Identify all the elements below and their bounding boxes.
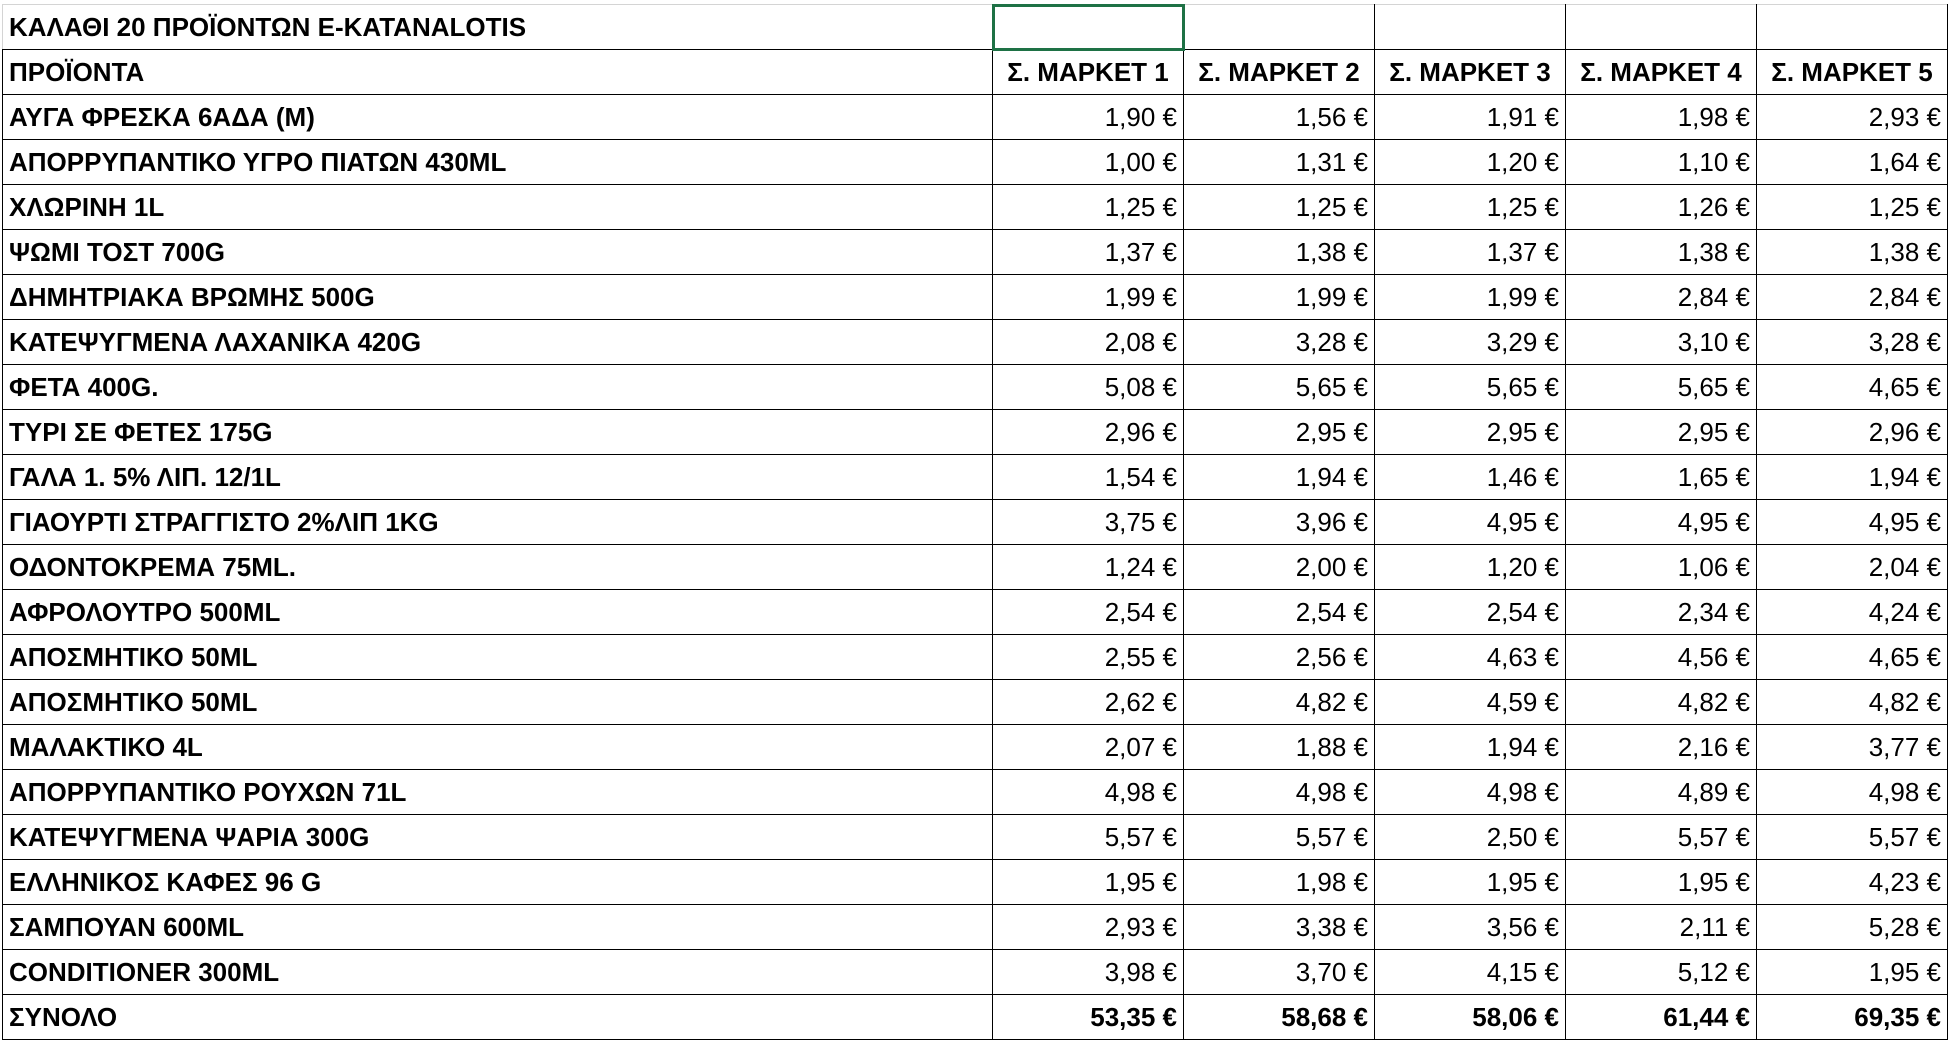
empty-cell[interactable] — [1184, 5, 1375, 50]
products-header-cell[interactable]: ΠΡΟΪΟΝΤΑ — [3, 50, 993, 95]
price-cell-market-1[interactable]: 2,08 € — [993, 320, 1184, 365]
price-cell-market-2[interactable]: 1,88 € — [1184, 725, 1375, 770]
price-cell-market-2[interactable]: 2,56 € — [1184, 635, 1375, 680]
price-cell-market-4[interactable]: 1,65 € — [1566, 455, 1757, 500]
empty-cell[interactable] — [1566, 5, 1757, 50]
price-cell-market-3[interactable]: 2,95 € — [1375, 410, 1566, 455]
price-cell-market-2[interactable]: 1,56 € — [1184, 95, 1375, 140]
price-cell-market-1[interactable]: 4,98 € — [993, 770, 1184, 815]
market-2-header-cell[interactable]: Σ. ΜΑΡΚΕΤ 2 — [1184, 50, 1375, 95]
price-cell-market-3[interactable]: 2,54 € — [1375, 590, 1566, 635]
price-cell-market-1[interactable]: 1,24 € — [993, 545, 1184, 590]
price-cell-market-1[interactable]: 2,55 € — [993, 635, 1184, 680]
price-cell-market-2[interactable]: 1,38 € — [1184, 230, 1375, 275]
price-cell-market-4[interactable]: 1,26 € — [1566, 185, 1757, 230]
price-cell-market-2[interactable]: 1,98 € — [1184, 860, 1375, 905]
price-cell-market-3[interactable]: 5,65 € — [1375, 365, 1566, 410]
table-row — [3, 320, 1948, 365]
price-cell-market-1[interactable]: 5,57 € — [993, 815, 1184, 860]
price-cell-market-4[interactable]: 1,98 € — [1566, 95, 1757, 140]
price-cell-market-4[interactable]: 5,65 € — [1566, 365, 1757, 410]
product-name-cell[interactable]: ΔΗΜΗΤΡΙΑΚΑ ΒΡΩΜΗΣ 500G — [3, 275, 993, 320]
price-cell-market-5[interactable]: 4,98 € — [1757, 770, 1948, 815]
price-cell-market-3[interactable]: 4,95 € — [1375, 500, 1566, 545]
price-cell-market-1[interactable]: 2,07 € — [993, 725, 1184, 770]
price-cell-market-3[interactable]: 4,98 € — [1375, 770, 1566, 815]
price-cell-market-4[interactable]: 4,56 € — [1566, 635, 1757, 680]
price-cell-market-2[interactable]: 4,98 € — [1184, 770, 1375, 815]
product-name-cell[interactable]: ΜΑΛΑΚΤΙΚΟ 4L — [3, 725, 993, 770]
price-cell-market-4[interactable]: 2,16 € — [1566, 725, 1757, 770]
product-name-cell[interactable]: ΦΕΤΑ 400G. — [3, 365, 993, 410]
table-row — [3, 500, 1948, 545]
empty-cell-active[interactable] — [993, 5, 1184, 50]
table-row — [3, 950, 1948, 995]
product-name-cell[interactable]: ΓΙΑΟΥΡΤΙ ΣΤΡΑΓΓΙΣΤΟ 2%ΛΙΠ 1KG — [3, 500, 993, 545]
product-name-cell[interactable]: ΕΛΛΗΝΙΚΟΣ ΚΑΦΕΣ 96 G — [3, 860, 993, 905]
total-cell-market-5[interactable]: 69,35 € — [1757, 995, 1948, 1040]
price-cell-market-4[interactable]: 4,89 € — [1566, 770, 1757, 815]
price-cell-market-1[interactable]: 1,54 € — [993, 455, 1184, 500]
price-cell-market-2[interactable]: 5,57 € — [1184, 815, 1375, 860]
price-cell-market-4[interactable]: 1,95 € — [1566, 860, 1757, 905]
price-cell-market-2[interactable]: 2,00 € — [1184, 545, 1375, 590]
price-cell-market-4[interactable]: 1,10 € — [1566, 140, 1757, 185]
price-cell-market-4[interactable]: 5,12 € — [1566, 950, 1757, 995]
price-cell-market-5[interactable]: 1,38 € — [1757, 230, 1948, 275]
price-cell-market-4[interactable]: 2,84 € — [1566, 275, 1757, 320]
price-cell-market-5[interactable]: 4,65 € — [1757, 635, 1948, 680]
spreadsheet-table — [2, 4, 1948, 1040]
sheet-title-cell[interactable]: ΚΑΛΑΘΙ 20 ΠΡΟΪΟΝΤΩΝ E-KATANALOTIS — [3, 5, 993, 50]
product-name-cell[interactable]: ΑΠΟΡΡΥΠΑΝΤΙΚΟ ΡΟΥΧΩΝ 71L — [3, 770, 993, 815]
total-cell-market-4[interactable]: 61,44 € — [1566, 995, 1757, 1040]
table-row — [3, 725, 1948, 770]
product-name-cell[interactable]: ΚΑΤΕΨΥΓΜΕΝΑ ΛΑΧΑΝΙΚΑ 420G — [3, 320, 993, 365]
table-row — [3, 275, 1948, 320]
price-cell-market-4[interactable]: 2,34 € — [1566, 590, 1757, 635]
price-cell-market-5[interactable]: 3,77 € — [1757, 725, 1948, 770]
price-cell-market-5[interactable]: 4,65 € — [1757, 365, 1948, 410]
price-cell-market-5[interactable]: 4,23 € — [1757, 860, 1948, 905]
empty-cell[interactable] — [1757, 5, 1948, 50]
table-row — [3, 590, 1948, 635]
price-cell-market-5[interactable]: 2,96 € — [1757, 410, 1948, 455]
table-row — [3, 95, 1948, 140]
price-cell-market-5[interactable]: 4,95 € — [1757, 500, 1948, 545]
product-name-cell[interactable]: CONDITIONER 300ML — [3, 950, 993, 995]
price-cell-market-2[interactable]: 1,94 € — [1184, 455, 1375, 500]
price-cell-market-2[interactable]: 3,70 € — [1184, 950, 1375, 995]
price-cell-market-2[interactable]: 1,25 € — [1184, 185, 1375, 230]
price-cell-market-5[interactable]: 1,64 € — [1757, 140, 1948, 185]
table-row — [3, 545, 1948, 590]
product-name-cell[interactable]: ΓΑΛΑ 1. 5% ΛΙΠ. 12/1L — [3, 455, 993, 500]
header-row — [3, 50, 1948, 95]
market-5-header-cell[interactable]: Σ. ΜΑΡΚΕΤ 5 — [1757, 50, 1948, 95]
price-cell-market-5[interactable]: 2,84 € — [1757, 275, 1948, 320]
price-cell-market-5[interactable]: 1,94 € — [1757, 455, 1948, 500]
price-cell-market-3[interactable]: 1,95 € — [1375, 860, 1566, 905]
product-name-cell[interactable]: ΑΠΟΡΡΥΠΑΝΤΙΚΟ ΥΓΡΟ ΠΙΑΤΩΝ 430ML — [3, 140, 993, 185]
product-name-cell[interactable]: ΤΥΡΙ ΣΕ ΦΕΤΕΣ 175G — [3, 410, 993, 455]
total-cell-market-2[interactable]: 58,68 € — [1184, 995, 1375, 1040]
product-name-cell[interactable]: ΚΑΤΕΨΥΓΜΕΝΑ ΨΑΡΙΑ 300G — [3, 815, 993, 860]
table-row — [3, 140, 1948, 185]
product-name-cell[interactable]: ΧΛΩΡΙΝΗ 1L — [3, 185, 993, 230]
price-cell-market-3[interactable]: 4,63 € — [1375, 635, 1566, 680]
price-cell-market-2[interactable]: 3,28 € — [1184, 320, 1375, 365]
price-cell-market-5[interactable]: 2,93 € — [1757, 95, 1948, 140]
product-name-cell[interactable]: ΑΥΓΑ ΦΡΕΣΚΑ 6ΑΔΑ (M) — [3, 95, 993, 140]
price-cell-market-5[interactable]: 1,25 € — [1757, 185, 1948, 230]
price-cell-market-3[interactable]: 4,59 € — [1375, 680, 1566, 725]
price-cell-market-5[interactable]: 5,28 € — [1757, 905, 1948, 950]
price-cell-market-3[interactable]: 1,46 € — [1375, 455, 1566, 500]
price-cell-market-4[interactable]: 3,10 € — [1566, 320, 1757, 365]
market-4-header-cell[interactable]: Σ. ΜΑΡΚΕΤ 4 — [1566, 50, 1757, 95]
empty-cell[interactable] — [1375, 5, 1566, 50]
total-cell-market-3[interactable]: 58,06 € — [1375, 995, 1566, 1040]
price-cell-market-5[interactable]: 3,28 € — [1757, 320, 1948, 365]
price-cell-market-1[interactable]: 2,62 € — [993, 680, 1184, 725]
spreadsheet-body — [3, 5, 1948, 1040]
price-cell-market-4[interactable]: 4,82 € — [1566, 680, 1757, 725]
product-name-cell[interactable]: ΑΠΟΣΜΗΤΙΚΟ 50ML — [3, 680, 993, 725]
price-cell-market-3[interactable]: 4,15 € — [1375, 950, 1566, 995]
price-cell-market-1[interactable]: 1,25 € — [993, 185, 1184, 230]
price-cell-market-3[interactable]: 1,20 € — [1375, 545, 1566, 590]
price-cell-market-1[interactable]: 1,37 € — [993, 230, 1184, 275]
total-label-cell[interactable]: ΣΥΝΟΛΟ — [3, 995, 993, 1040]
product-name-cell[interactable]: ΣΑΜΠΟΥΑΝ 600ML — [3, 905, 993, 950]
table-row — [3, 770, 1948, 815]
price-cell-market-2[interactable]: 3,96 € — [1184, 500, 1375, 545]
table-row — [3, 365, 1948, 410]
price-cell-market-2[interactable]: 5,65 € — [1184, 365, 1375, 410]
price-cell-market-1[interactable]: 5,08 € — [993, 365, 1184, 410]
price-cell-market-3[interactable]: 3,29 € — [1375, 320, 1566, 365]
total-row — [3, 995, 1948, 1040]
product-name-cell[interactable]: ΑΦΡΟΛΟΥΤΡΟ 500ML — [3, 590, 993, 635]
total-cell-market-1[interactable]: 53,35 € — [993, 995, 1184, 1040]
price-cell-market-3[interactable]: 1,37 € — [1375, 230, 1566, 275]
price-cell-market-1[interactable]: 1,00 € — [993, 140, 1184, 185]
price-cell-market-1[interactable]: 2,54 € — [993, 590, 1184, 635]
product-name-cell[interactable]: ΨΩΜΙ ΤΟΣΤ 700G — [3, 230, 993, 275]
title-row — [3, 5, 1948, 50]
price-cell-market-1[interactable]: 3,98 € — [993, 950, 1184, 995]
price-cell-market-1[interactable]: 2,93 € — [993, 905, 1184, 950]
price-cell-market-5[interactable]: 5,57 € — [1757, 815, 1948, 860]
price-cell-market-2[interactable]: 1,99 € — [1184, 275, 1375, 320]
price-cell-market-2[interactable]: 3,38 € — [1184, 905, 1375, 950]
table-row — [3, 635, 1948, 680]
price-cell-market-2[interactable]: 1,31 € — [1184, 140, 1375, 185]
price-cell-market-4[interactable]: 1,06 € — [1566, 545, 1757, 590]
product-name-cell[interactable]: ΟΔΟΝΤΟΚΡΕΜΑ 75ML. — [3, 545, 993, 590]
market-1-header-cell[interactable]: Σ. ΜΑΡΚΕΤ 1 — [993, 50, 1184, 95]
price-cell-market-4[interactable]: 2,95 € — [1566, 410, 1757, 455]
price-cell-market-5[interactable]: 2,04 € — [1757, 545, 1948, 590]
price-cell-market-2[interactable]: 2,95 € — [1184, 410, 1375, 455]
price-cell-market-4[interactable]: 5,57 € — [1566, 815, 1757, 860]
table-row — [3, 860, 1948, 905]
price-cell-market-4[interactable]: 4,95 € — [1566, 500, 1757, 545]
price-cell-market-4[interactable]: 2,11 € — [1566, 905, 1757, 950]
price-cell-market-5[interactable]: 1,95 € — [1757, 950, 1948, 995]
product-name-cell[interactable]: ΑΠΟΣΜΗΤΙΚΟ 50ML — [3, 635, 993, 680]
price-cell-market-1[interactable]: 2,96 € — [993, 410, 1184, 455]
table-row — [3, 410, 1948, 455]
price-cell-market-3[interactable]: 1,94 € — [1375, 725, 1566, 770]
price-cell-market-3[interactable]: 3,56 € — [1375, 905, 1566, 950]
table-row — [3, 815, 1948, 860]
price-cell-market-5[interactable]: 4,82 € — [1757, 680, 1948, 725]
price-cell-market-3[interactable]: 1,25 € — [1375, 185, 1566, 230]
price-cell-market-3[interactable]: 2,50 € — [1375, 815, 1566, 860]
market-3-header-cell[interactable]: Σ. ΜΑΡΚΕΤ 3 — [1375, 50, 1566, 95]
price-cell-market-3[interactable]: 1,91 € — [1375, 95, 1566, 140]
price-cell-market-1[interactable]: 1,90 € — [993, 95, 1184, 140]
price-cell-market-4[interactable]: 1,38 € — [1566, 230, 1757, 275]
price-cell-market-2[interactable]: 2,54 € — [1184, 590, 1375, 635]
price-cell-market-3[interactable]: 1,99 € — [1375, 275, 1566, 320]
price-cell-market-1[interactable]: 3,75 € — [993, 500, 1184, 545]
table-row — [3, 230, 1948, 275]
table-row — [3, 455, 1948, 500]
table-row — [3, 905, 1948, 950]
table-row — [3, 185, 1948, 230]
price-cell-market-3[interactable]: 1,20 € — [1375, 140, 1566, 185]
price-cell-market-5[interactable]: 4,24 € — [1757, 590, 1948, 635]
price-cell-market-2[interactable]: 4,82 € — [1184, 680, 1375, 725]
table-row — [3, 680, 1948, 725]
price-cell-market-1[interactable]: 1,95 € — [993, 860, 1184, 905]
price-cell-market-1[interactable]: 1,99 € — [993, 275, 1184, 320]
